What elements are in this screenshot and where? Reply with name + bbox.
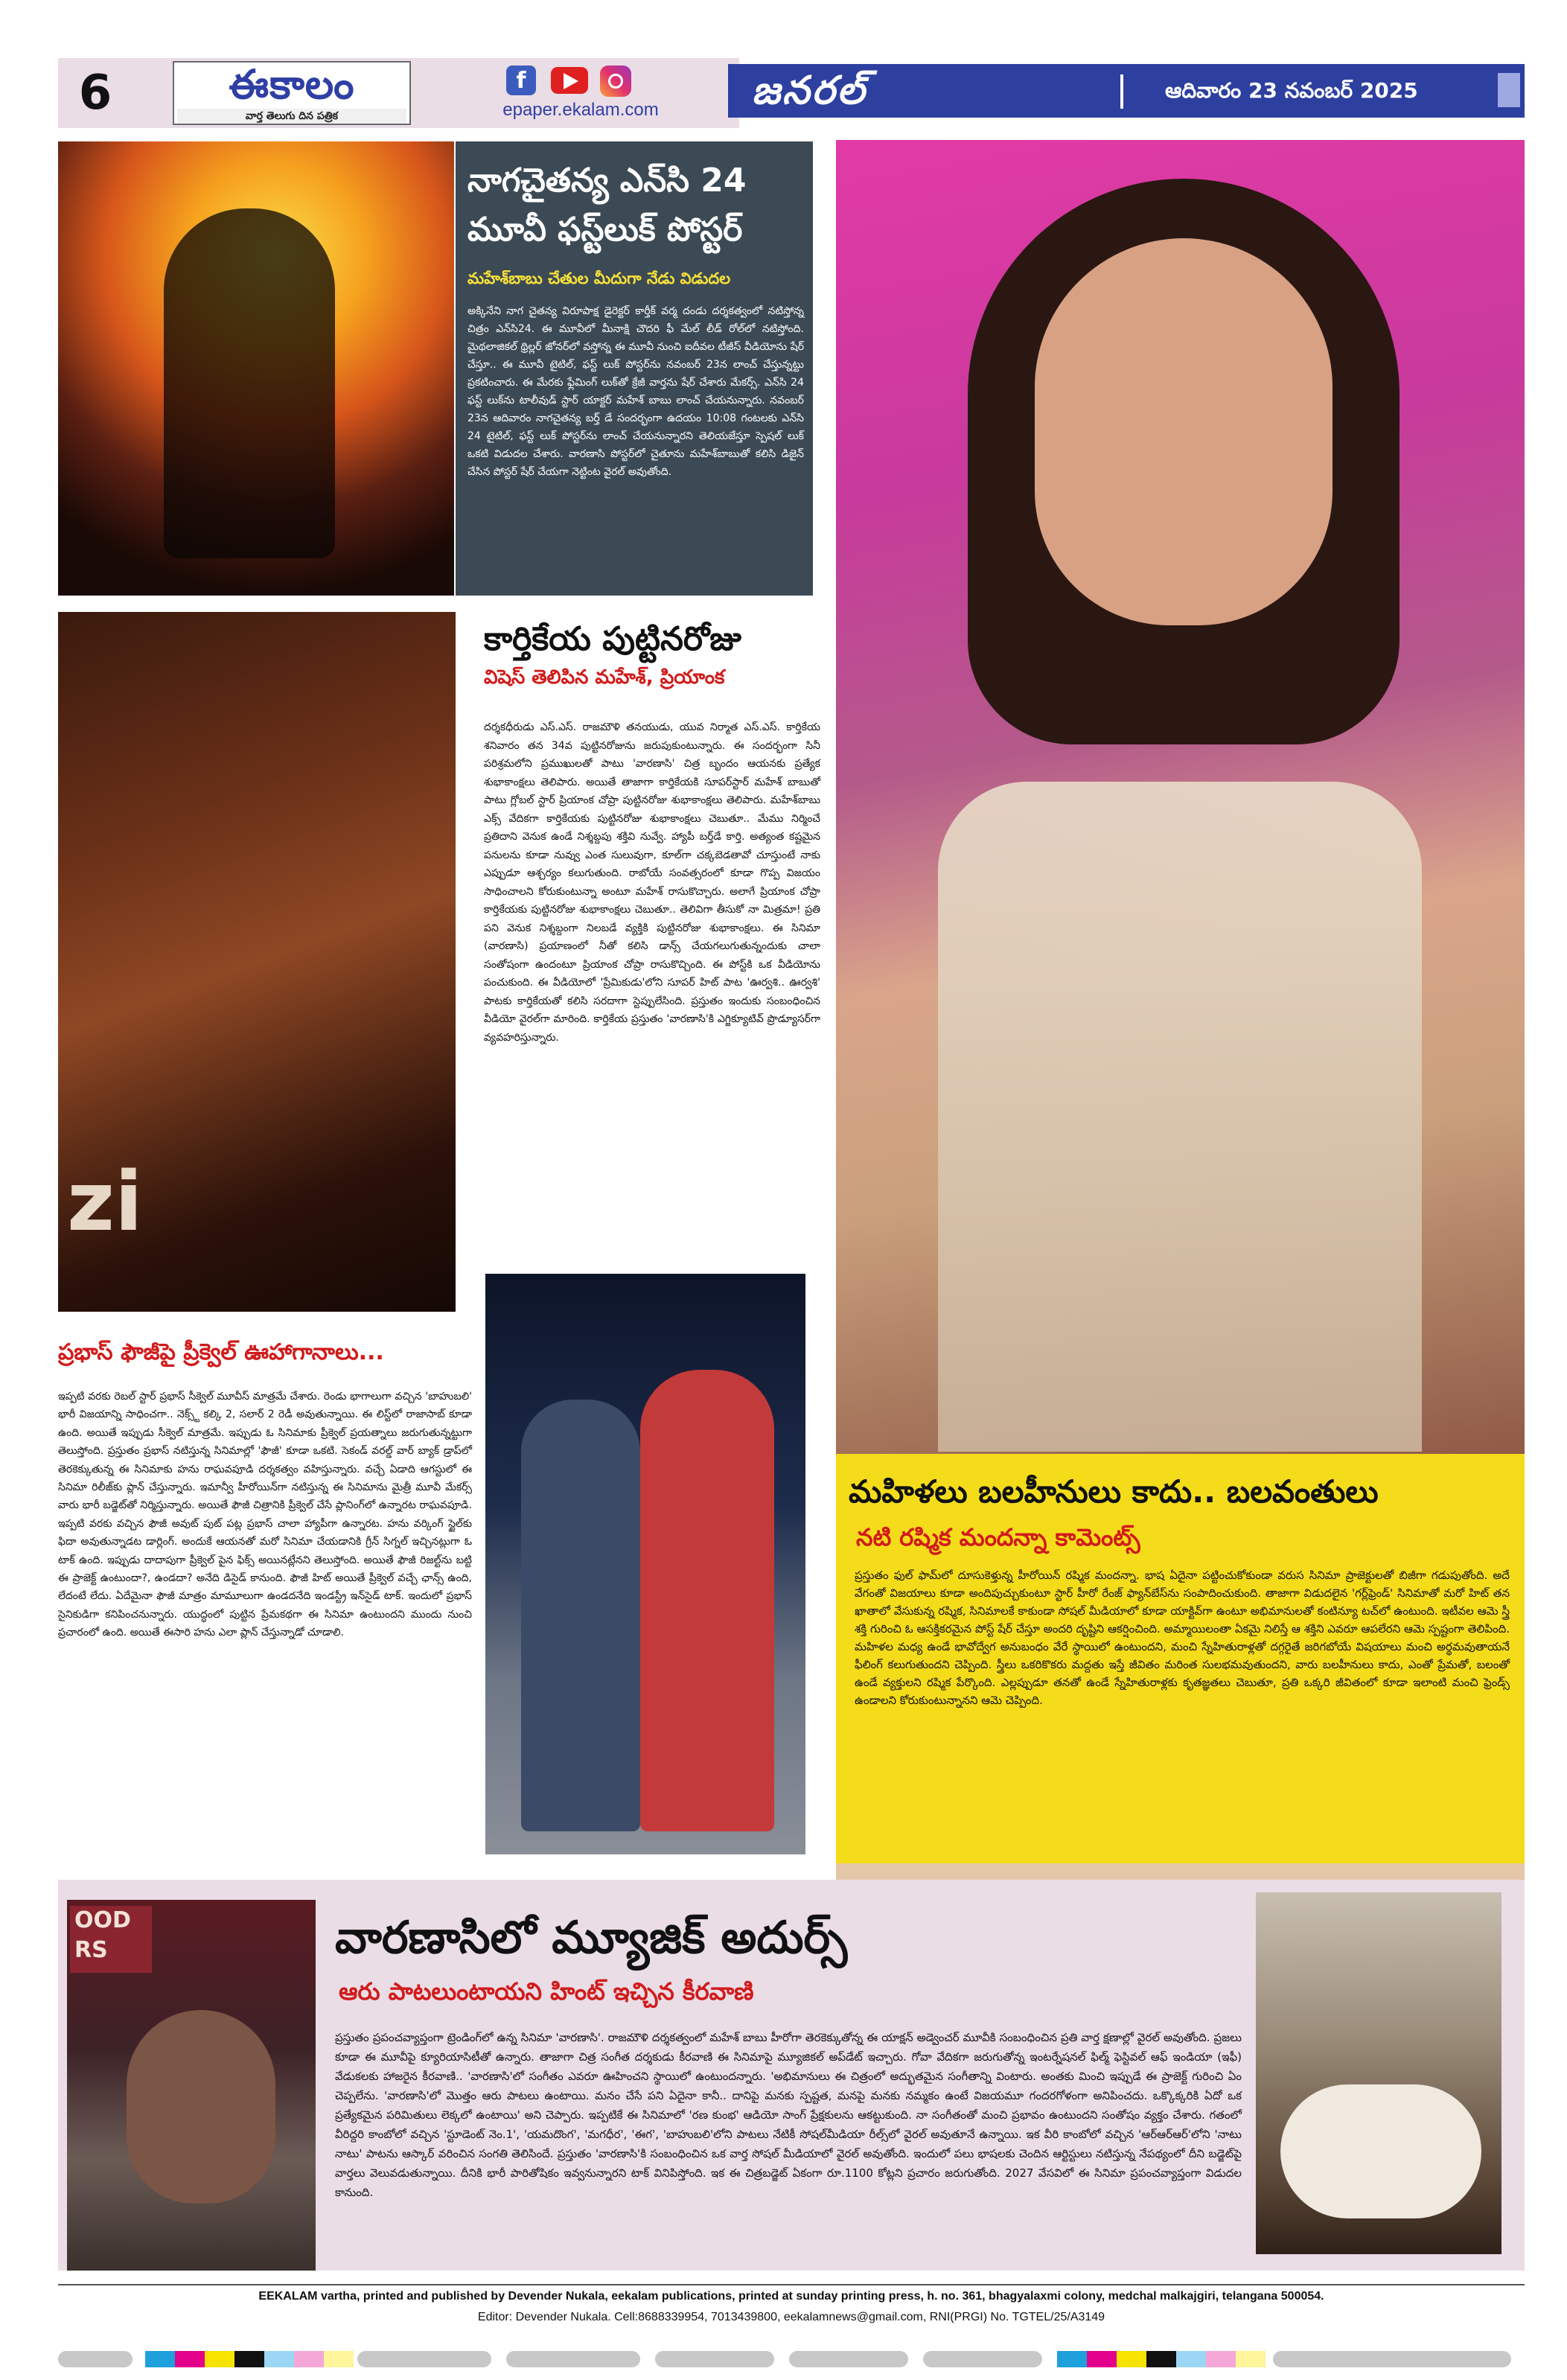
poster-title-fragment: zi: [67, 1154, 143, 1249]
prabhas-headline[interactable]: ప్రభాస్ ఫౌజీపై ప్రీక్వెల్ ఊహాగానాలు...: [58, 1339, 384, 1365]
imprint-line: EEKALAM vartha, printed and published by Devender Nukala, eekalam publications, printed at sunday printing press, h. no. 361, bhagyalaxmi colony, medchal malkajgiri, telangana 500054.: [258, 2290, 1324, 2303]
photo-strip: [836, 1863, 1525, 1880]
footer-divider: [58, 2284, 1525, 2285]
instagram-lens-icon: [608, 74, 623, 89]
karthikeya-subheadline: విషెస్ తెలిపిన మహేశ్, ప్రియాంక: [484, 666, 725, 689]
editor-contact-line: Editor: Devender Nukala. Cell:8688339954, 7013439800, eekalamnews@gmail.com, RNI(PRGI) No. TGTEL/25/A3149: [477, 2311, 1105, 2323]
person-right-red-jacket: [640, 1370, 774, 1831]
varanasi-body: ప్రస్తుతం ప్రపంచవ్యాప్తంగా ట్రెండింగ్‌లో ఉన్న సినిమా 'వారణాసి'. రాజమౌళి దర్శకత్వంలో మహేశ్ బాబు హీరోగా తెరకెక్కుతోన్న ఈ యాక్షన్ అడ్వెంచర్ మూవీకి సంబంధించిన ప్రతి వార్త క్షణాల్లో వైరల్ అవుతోంది. ప్రజలు కూడా ఈ మూవీపై క్యూరియాసిటీతో ఉన్నారు. తాజాగా చిత్ర సంగీత దర్శకుడు కీరవాణి ఈ సినిమాపై మ్యూజికల్ అప్‌డేట్ ఇచ్చారు. గోవా వేదికగా జరుగుతోన్న ఇంటర్నేషనల్ ఫిల్మ్ ఫెస్టివల్ ఆఫ్ ఇండియా (ఇఫీ) వేడుకలకు హాజరైన కీరవాణి.. 'వారణాసి'లో సంగీతం ఎవరూ ఊహించని స్థాయిలో ఉంటుందన్నారు. 'అభిమానులు ఈ చిత్రంలో అద్భుతమైన సంగీతాన్ని వింటారు. అంతకు మించి ఇప్పుడే ఈ ప్రాజెక్ట్ గురించి ఏం చెప్పలేను. 'వారణాసి'లో మొత్తం ఆరు పాటలు ఉంటాయి. మనం చేసే పని ఏదైనా కానీ.. దానిపై మనకు స్పష్టత, మనపై మనకు నమ్మకం ఉంటే విజయమూ గందరగోళంగా అనిపించదు. ఒక్కొక్కరికి ఏదో ఒక ప్రత్యేకమైన పరిమితులు లెక్కలో ఉంటాయి' అని చెప్పారు. ఇప్పటికే ఈ సినిమాలో 'రణ కుంభ' ఆడియో సాంగ్ ప్రేక్షకులను ఆకట్టుకుంది. నా సంగీతంతో మంచి ప్రభావం ఉంటుందని సంతోషం వ్యక్తం చేశారు. గతంలో వీరిద్దరి కాంబోలో వచ్చిన 'స్టూడెంట్ నెం.1', 'యమదొంగ', 'మగధీర', 'ఈగ', 'బాహుబలి'లోని పాటలు నేటికీ సోషల్‌మీడియా రీల్స్‌లో వైరల్ అవుతూనే ఉన్నాయి. ఇక వీరి కాంబోలో వచ్చిన 'ఆర్ఆర్ఆర్'లోని 'నాటు నాటు' పాటను ఆస్కార్ వరించిన సంగతి తెలిసిందే. ప్రస్తుతం 'వారణాసి'కి సంబంధించిన ఒక వార్త సోషల్ మీడియాలో వైరల్ అవుతోంది. ఇందులో పలు భాషలకు చెందిన ఆర్టిస్టులు నటిస్తున్న నేపథ్యంలో దీని బడ్జెట్‌పై వార్తలు వెలువడుతున్నాయి. దీనికి భారీ పారితోషికం ఇవ్వనున్నారని టాక్ వినిపిస్తోంది. ఇక ఈ చిత్రబడ్జెట్ ఏకంగా రూ.1100 కోట్లని ప్రచారం జరుగుతోంది. 2027 వేసవిలో ఈ సినిమా ప్రపంచవ్యాప్తంగా విడుదల కానుంది.: [335, 2031, 1242, 2199]
prabhas-body: ఇప్పటి వరకు రెబల్ స్టార్ ప్రభాస్ సీక్వెల్ మూవీస్ మాత్రమే చేశారు. రెండు భాగాలుగా వచ్చిన 'బాహుబలి' భారీ విజయాన్ని సాధించగా.. నెక్స్ట్ కల్కి 2, సలార్ 2 రెడీ అవుతున్నాయి. ఈ లిస్ట్‌లో రాజాసాబ్ కూడా ఉంది. అయితే ఇప్పుడు సీక్వెల్ మాత్రమే. ఇప్పుడు ఓ సినిమాకు ప్రీక్వెల్ ప్రయత్నాలు జరుగుతున్నట్టుగా తెలుస్తోంది. ప్రస్తుతం ప్రభాస్ నటిస్తున్న సినిమాల్లో 'ఫౌజీ' కూడా ఒకటి. సెకండ్ వరల్డ్ వార్ బ్యాక్ డ్రాప్‌లో తెరకెక్కుతున్న ఈ సినిమాకు హను రాఘవపూడి దర్శకత్వం వహిస్తున్నారు. వచ్చే ఏడాది ఆగస్టులో ఈ సినిమా రిలీజ్‌కు ప్లాన్ చేస్తున్నారు. ఇమాన్వీ హీరోయిన్‌గా నటిస్తున్న ఈ సినిమాను మైత్రీ మూవీ మేకర్స్ వారు భారీ బడ్జెట్‌తో నిర్మిస్తున్నారు. అయితే ఫౌజీ చిత్రానికి ప్రీక్వెల్ చేసే ప్లానింగ్‌లో ఉన్నారట రాఘవపూడి. ఇప్పటి వరకు వచ్చిన ఫౌజీ అవుట్ పుట్ పట్ల ప్రభాస్ చాలా హ్యాపీగా ఉన్నారట. హను వర్కింగ్ స్టైల్‌కు ఫిదా అవుతున్నాడట డార్లింగ్. అందుకే ఆయనతో మరో సినిమా చేయడానికి గ్రీన్ సిగ్నల్ ఇచ్చినట్లుగా ఓ టాక్ ఉంది. ఇప్పుడు దాదాపుగా ప్రీక్వెల్ పైన ఫిక్స్ అయినట్లేనని తెలుస్తోంది. అయితే ఫౌజీ రిజల్ట్‌ను బట్టి ఈ ప్రాజెక్ట్ ఉంటుందా?, ఉండదా? అనేది డిసైడ్ కానుంది. ఫౌజీ హిట్ అయితే ప్రీక్వెల్ వచ్చే ఛాన్స్ ఉంది, లేదంటే లేదు. ఏదేమైనా ఫౌజీ మాత్రం మామూలుగా ఉండదనేది ఇండస్ట్రీ ఇన్‌సైడ్ టాక్. ఇందులో ప్రభాస్ సైనికుడిగా కనిపించనున్నారు. యుద్ధంలో పుట్టిన ప్రేమకథగా ఈ సినిమా ఉంటుందని ముందు నుంచి ప్రచారంలో ఉంది. అయితే ఈసారి హను ఎలా ప్లాన్ చేస్తున్నాడో చూడాలి.: [58, 1391, 472, 1639]
naga-subheadline: మహేశ్‌బాబు చేతుల మీదుగా నేడు విడుదల: [467, 269, 731, 287]
header-tab: [1498, 73, 1520, 107]
background-sign: OOD RS: [70, 1906, 152, 1973]
keeravani-head: [127, 2010, 275, 2204]
issue-date: ఆదివారం 23 నవంబర్ 2025: [1165, 78, 1418, 103]
naga-headline[interactable]: నాగచైతన్య ఎన్‌సి 24 మూవీ ఫస్ట్‌లుక్ పోస్టర్: [467, 162, 747, 249]
logo-tagline: వార్త తెలుగు దిన పత్రిక: [177, 109, 406, 124]
rashmika-subheadline: నటి రష్మిక మందన్నా కామెంట్స్: [856, 1523, 1140, 1551]
karthikeya-body: దర్శకధీరుడు ఎస్.ఎస్. రాజమౌళి తనయుడు, యువ నిర్మాత ఎస్.ఎస్. కార్తికేయ శనివారం తన 34వ పుట్టినరోజును జరుపుకుంటున్నారు. ఈ సందర్భంగా సినీ పరిశ్రమలోని ప్రముఖులతో పాటు 'వారణాసి' చిత్ర బృందం ఆయనకు ప్రత్యేక శుభాకాంక్షలు తెలిపారు. అయితే తాజాగా కార్తికేయకి సూపర్‌స్టార్ మహేశ్ బాబుతో పాటు గ్లోబల్ స్టార్ ప్రియాంక చోప్రా పుట్టినరోజు శుభాకాంక్షలు తెలిపారు. మహేశ్‌బాబు ఎక్స్ వేదికగా కార్తికేయకు పుట్టినరోజు శుభాకాంక్షలు చెబుతూ.. మేము నిర్మించే ప్రతిదాని వెనుక ఉండే నిశ్శబ్దపు శక్తివి నువ్వే. హ్యాపీ బర్త్‌డే కార్తి. అత్యంత కష్టమైన పనులను కూడా నువ్వు ఎంత సులువుగా, కూల్‌గా చక్కబెడతావో చూస్తుంటే నాకు ఎప్పుడూ ఆశ్చర్యం కలుగుతుంది. రాబోయే సంవత్సరంలో కూడా గొప్ప విజయం సాధించాలని కోరుకుంటున్నా అంటూ మహేశ్ రాసుకొచ్చారు. అలాగే ప్రియాంక చోప్రా కార్తికేయకు పుట్టినరోజు శుభాకాంక్షలు చెబుతూ.. తెలివిగా తీసుకో నా మిత్రమా! ప్రతి పని వెనుక నిశ్శబ్దంగా నిలబడే వ్యక్తికి పుట్టినరోజు శుభాకాంక్షలు. ఈ సినిమా (వారణాసి) ప్రయాణంలో నీతో కలిసి డాన్స్ చేయగలుగుతున్నందుకు చాలా సంతోషంగా ఉందంటూ ప్రియాంక చోప్రా రాసుకొచ్చింది. ఈ పోస్ట్‌కి ఒక వీడియోను పంచుకుంది. ఈ వీడియోలో 'ప్రేమికుడు'లోని సూపర్ హిట్ పాట 'ఊర్వశి.. ఊర్వశి' పాటకు కార్తికేయతో కలిసి సరదాగా స్టెప్పులేసింది. ప్రస్తుతం ఇందుకు సంబంధించిన వీడియో వైరల్‌గా మారింది. కార్తికేయ ప్రస్తుతం 'వారణాసి'కి ఎగ్జిక్యూటివ్ ప్రొడ్యూసర్‌గా వ్యవహరిస్తున్నారు.: [484, 721, 820, 1044]
youtube-play-icon: [564, 73, 578, 89]
rashmika-body: ప్రస్తుతం ఫుల్ ఫామ్‌లో దూసుకెళ్తున్న హీరోయిన్ రష్మిక మందన్నా. భాష ఏదైనా పట్టించుకోకుండా వరుస సినిమా ప్రాజెక్టులతో బిజీగా గడుపుతోంది. అదే వేగంతో విజయాలు కూడా అందిపుచ్చుకుంటూ స్టార్ హీరో రేంజ్ ఫ్యాన్‌బేస్‌ను సంపాదించుకుంది. తాజాగా విడుదలైన 'గర్ల్‌ఫ్రెండ్' సినిమాతో మరో హిట్ తన ఖాతాలో వేసుకున్న రష్మిక, సినిమాలకే కాకుండా సోషల్ మీడియాలో కూడా యాక్టివ్‌గా ఉంటూ అభిమానులతో కంటిన్యూ టచ్‌లో ఉంటుంది. ఇటీవల ఆమె స్త్రీ శక్తి గురించి ఓ ఆసక్తికరమైన పోస్ట్ షేర్ చేస్తూ అందరి దృష్టిని ఆకర్షించింది. అమ్మాయిలంతా ఏకమై నిలిస్తే ఆ శక్తిని ఎవరూ ఆపలేరని ఆమె స్పష్టంగా తెలిపింది. మహిళల మధ్య ఉండే భావోద్వేగ అనుబంధం వేరే స్థాయిలో ఉంటుందని, మంచి స్నేహితురాళ్లతో దగ్గరైతే జరిగబోయే విషయాలు మంచి అర్థమవుతాయనే ఫీలింగ్ కలుగుతుందని చెప్పింది. స్త్రీలు ఒకరికొకరు మద్దతు ఇస్తే జీవితం మరింత సులభమవుతుందని, వారు బలహీనులు కాదు, ఎంతో ప్రేమతో, బలంతో ఉండే వ్యక్తులని రష్మిక పేర్కొంది. ఎల్లప్పుడూ తనతో ఉండే స్నేహితురాళ్లకు కృతజ్ఞతలు చెబుతూ, ప్రతి ఒక్కరి జీవితంలో కూడా ఇలాంటి మంచి ఫ్రెండ్స్ ఉండాలని కోరుకుంటున్నానని ఆమె చెప్పింది.: [855, 1569, 1510, 1707]
facebook-icon[interactable]: f: [506, 66, 536, 95]
logo-text: ఈకాలం: [229, 61, 355, 108]
section-title: జనరల్: [752, 68, 867, 113]
actress-dress: [938, 782, 1422, 1452]
varanasi-subheadline: ఆరు పాటలుంటాయని హింట్ ఇచ్చిన కీరవాణి: [339, 1977, 754, 2006]
person-left: [521, 1400, 640, 1831]
karthikeya-headline[interactable]: కార్తికేయ పుట్టినరోజు: [484, 620, 741, 658]
print-registration-bar: [0, 2351, 1567, 2369]
page-number: 6: [78, 66, 112, 121]
bull-figure: [1280, 2084, 1481, 2218]
rashmika-headline[interactable]: మహిళలు బలహీనులు కాదు.. బలవంతులు: [849, 1473, 1379, 1510]
varanasi-headline[interactable]: వారణాసిలో మ్యూజిక్ అదుర్స్: [335, 1912, 848, 1964]
naga-body: అక్కినేని నాగ చైతన్య విరూపాక్ష డైరెక్టర్ కార్తీక్ వర్మ దండు దర్శకత్వంలో నటిస్తోన్న చిత్రం ఎన్‌సి24. ఈ మూవీలో మీనాక్షి చౌదరి ఫీ మేల్ లీడ్ రోల్‌లో నటిస్తోంది. మైథలాజికల్ థ్రిల్లర్ జోనర్‌లో వస్తోన్న ఈ మూవీ నుంచి ఐదీవల టీజీస్ వీడియోను షేర్ చేస్తూ.. ఈ మూవీ టైటిల్, ఫస్ట్ లుక్ పోస్టర్‌ను నవంబర్ 23న లాంచ్ చేస్తున్నట్టు ప్రకటించారు. ఈ మేరకు ఫ్లేమింగ్ లుక్‌తో క్రేజీ వార్తను షేర్ చేశారు మేకర్స్. ఎన్‌సి 24 ఫస్ట్ లుక్‌ను టాలీవుడ్ స్టార్ యాక్టర్ మహేశ్ బాబు లాంచ్ చేయనున్నారు. నవంబర్ 23న ఆదివారం నాగచైతన్య బర్త్ డే సందర్భంగా ఉదయం 10:08 గంటలకు ఎన్‌సి 24 టైటిల్, ఫస్ట్ లుక్ పోస్టర్‌ను లాంచ్ చేయనున్నారని తెలియజేస్తూ స్పెషల్ లుక్ ఒకటి విడుదల చేశారు. వారణాసి పోస్టర్‌లో చైతూను మహేశ్‌బాబుతో కలిసి డిజైన్ చేసిన పోస్టర్ షేర్ చేయగా నెట్టింట వైరల్ అవుతోంది.: [467, 305, 804, 478]
actress-face: [1035, 238, 1333, 625]
epaper-link[interactable]: epaper.ekalam.com: [502, 100, 659, 120]
header-divider: [1120, 74, 1123, 109]
silhouette-figures: [164, 208, 335, 558]
